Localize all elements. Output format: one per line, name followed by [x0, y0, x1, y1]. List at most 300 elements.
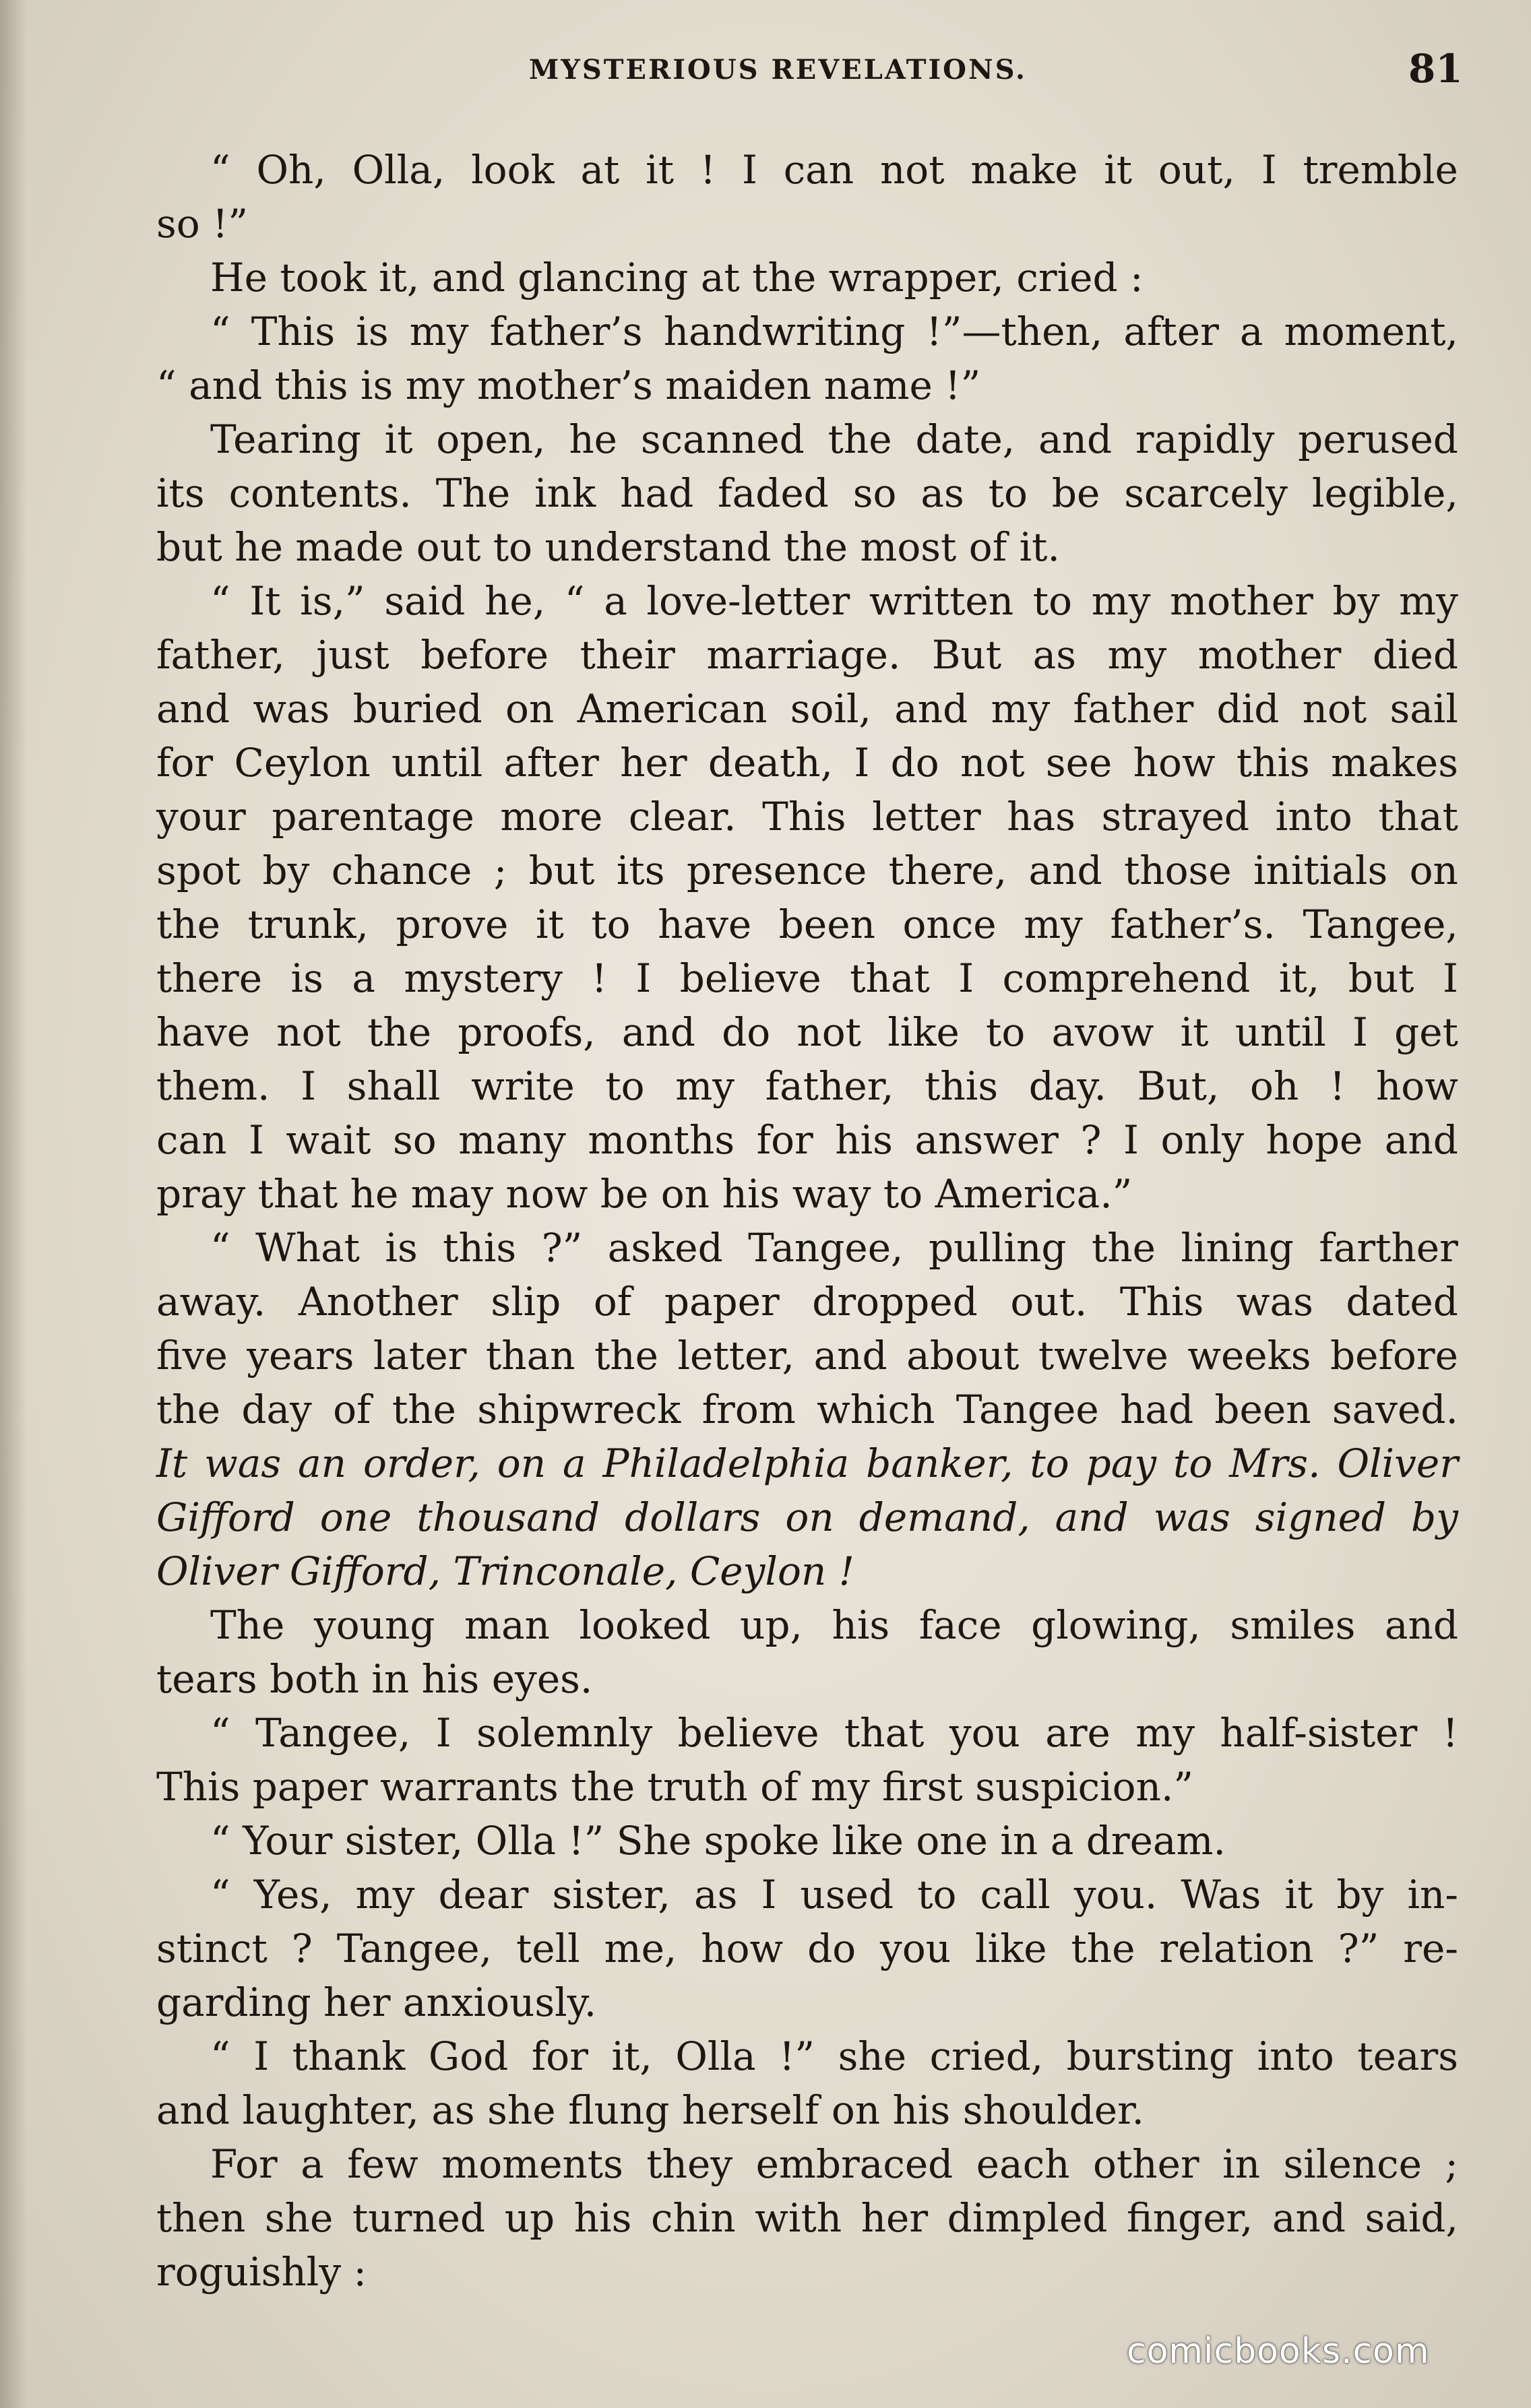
word: contents.: [228, 470, 412, 516]
italic-word: dollars: [625, 1494, 761, 1540]
word: for: [531, 2033, 588, 2079]
word: and: [1038, 416, 1113, 462]
word: thank: [292, 2033, 406, 2079]
word: hope: [1266, 1117, 1363, 1163]
word: his: [573, 2195, 632, 2241]
word: half-sister: [1220, 1710, 1418, 1756]
word: make: [970, 147, 1078, 193]
text-line: [156, 1436, 1458, 1490]
word: The: [435, 470, 511, 516]
word: their: [580, 632, 675, 678]
word: other: [1093, 2141, 1199, 2187]
word: I: [435, 1710, 451, 1756]
word: dropped: [812, 1279, 978, 1325]
word: to: [986, 1009, 1026, 1055]
word: for: [756, 1117, 813, 1163]
word: my: [1091, 578, 1151, 624]
word: at: [580, 147, 620, 193]
word: that: [850, 955, 930, 1001]
word: “: [210, 147, 230, 193]
page-edge-shadow: [0, 0, 27, 2408]
word: answer: [914, 1117, 1059, 1163]
word: asked: [607, 1225, 723, 1271]
italic-word: pay: [1086, 1440, 1157, 1486]
text-line: [210, 1706, 1458, 1760]
word: and: [1272, 2195, 1346, 2241]
text-line: pray that he may now be on his way to America.”: [156, 1171, 1133, 1217]
word: scanned: [640, 416, 805, 462]
text-line: roguishly :: [156, 2249, 367, 2295]
word: as: [694, 1872, 738, 1918]
italic-word: Philadelphia: [602, 1440, 850, 1486]
word: perused: [1298, 416, 1458, 462]
word: shall: [346, 1063, 441, 1109]
word: a: [1239, 309, 1263, 354]
word: chin: [650, 2195, 736, 2241]
word: away.: [156, 1279, 266, 1325]
word: I: [1261, 147, 1277, 193]
word: ;: [493, 848, 507, 893]
italic-word: thousand: [416, 1494, 600, 1540]
word: she: [838, 2033, 907, 2079]
word: five: [156, 1333, 228, 1379]
text-line: [156, 1059, 1458, 1113]
text-line: but he made out to understand the most of it.: [156, 524, 1060, 570]
word: been: [778, 901, 875, 947]
text-line: [156, 682, 1458, 736]
word: so: [852, 470, 897, 516]
word: the: [1071, 1926, 1135, 1971]
word: not: [960, 740, 1025, 786]
word: the: [827, 416, 892, 462]
text-line: [156, 951, 1458, 1005]
word: I: [741, 147, 757, 193]
italic-word: Mrs.: [1229, 1440, 1321, 1486]
word: Was: [1181, 1872, 1261, 1918]
word: Oh,: [256, 147, 326, 193]
word: stinct: [156, 1926, 268, 1971]
word: been: [1214, 1387, 1311, 1432]
word: do: [807, 1926, 856, 1971]
word: her: [861, 2195, 929, 2241]
word: months: [588, 1117, 735, 1163]
word: by: [1336, 1872, 1384, 1918]
word: marriage.: [706, 632, 901, 678]
word: “: [210, 1225, 230, 1271]
word: by: [1332, 578, 1380, 624]
word: call: [980, 1872, 1051, 1918]
italic-word: and: [1055, 1494, 1129, 1540]
word: this: [1236, 740, 1310, 786]
word: a: [301, 2141, 324, 2187]
word: said,: [1365, 2195, 1458, 2241]
word: your: [156, 794, 246, 839]
word: each: [976, 2141, 1070, 2187]
word: until: [1235, 1009, 1326, 1055]
italic-word: one: [319, 1494, 392, 1540]
word: more: [500, 794, 603, 839]
word: my: [991, 686, 1051, 732]
word: how: [1375, 1063, 1458, 1109]
word: “: [210, 1710, 230, 1756]
word: moments: [441, 2141, 623, 2187]
text-line: [156, 1113, 1458, 1167]
text-line: [156, 628, 1458, 682]
word: parentage: [272, 794, 474, 839]
word: but: [1348, 955, 1414, 1001]
word: and: [156, 686, 230, 732]
word: my: [355, 1872, 415, 1918]
word: Tangee,: [255, 1710, 411, 1756]
italic-word: an: [298, 1440, 347, 1486]
word: God: [428, 2033, 509, 2079]
word: the: [156, 1387, 220, 1432]
text-line: [156, 466, 1458, 520]
word: the: [594, 1333, 658, 1379]
word: handwriting: [663, 309, 906, 354]
italic-word: on: [497, 1440, 546, 1486]
text-line: [156, 736, 1458, 790]
word: father: [1073, 686, 1194, 732]
word: I: [854, 740, 870, 786]
word: this: [443, 1225, 517, 1271]
word: makes: [1331, 740, 1458, 786]
word: mystery: [404, 955, 563, 1001]
word: oh: [1250, 1063, 1299, 1109]
word: they: [646, 2141, 733, 2187]
word: after: [503, 740, 599, 786]
word: weeks: [1187, 1333, 1311, 1379]
word: can: [783, 147, 854, 193]
word: the: [367, 1009, 432, 1055]
word: of: [333, 1387, 371, 1432]
word: legible,: [1311, 470, 1458, 516]
word: my: [1399, 578, 1458, 624]
word: for: [156, 740, 214, 786]
word: but: [528, 848, 595, 893]
word: re-: [1403, 1926, 1458, 1971]
word: write: [471, 1063, 575, 1109]
word: do: [890, 740, 939, 786]
word: do: [722, 1009, 771, 1055]
text-line: tears both in his eyes.: [156, 1656, 593, 1702]
text-line: [210, 143, 1458, 197]
italic-word: to: [1173, 1440, 1213, 1486]
text-line: [156, 1383, 1458, 1436]
word: !”—then,: [926, 309, 1103, 354]
word: and: [1028, 848, 1102, 893]
word: father,: [156, 632, 285, 678]
word: mother: [1197, 632, 1342, 678]
word: wait: [286, 1117, 371, 1163]
word: is: [290, 955, 323, 1001]
word: !: [1329, 1063, 1346, 1109]
italic-word: Oliver: [1337, 1440, 1458, 1486]
word: trunk,: [247, 901, 369, 947]
word: only: [1160, 1117, 1245, 1163]
word: so: [392, 1117, 437, 1163]
word: not: [879, 147, 945, 193]
word: he: [569, 416, 617, 462]
italic-word: on: [785, 1494, 834, 1540]
word: a: [352, 955, 375, 1001]
word: dated: [1346, 1279, 1458, 1325]
word: father’s: [489, 309, 643, 354]
word: it,: [611, 2033, 652, 2079]
word: on: [505, 686, 555, 732]
italic-word: a: [563, 1440, 586, 1486]
word: a: [604, 578, 627, 624]
word: had: [620, 470, 694, 516]
word: For: [210, 2141, 278, 2187]
text-line: [210, 1868, 1458, 1922]
word: But: [931, 632, 1002, 678]
word: I: [1123, 1117, 1139, 1163]
word: Tangee,: [748, 1225, 904, 1271]
word: Ceylon: [234, 740, 371, 786]
word: later: [373, 1333, 467, 1379]
word: how: [701, 1926, 784, 1971]
word: said: [384, 578, 466, 624]
word: This: [1119, 1279, 1204, 1325]
word: once: [902, 901, 997, 947]
word: !”: [779, 2033, 815, 2079]
word: tears: [1357, 2033, 1458, 2079]
word: farther: [1319, 1225, 1458, 1271]
word: avow: [1051, 1009, 1154, 1055]
word: finger,: [1127, 2195, 1253, 2241]
word: into: [1257, 2033, 1334, 2079]
word: to: [917, 1872, 957, 1918]
word: before: [420, 632, 549, 678]
word: on: [1409, 848, 1458, 893]
word: spot: [156, 848, 241, 893]
word: out,: [1158, 147, 1235, 193]
word: comprehend: [1002, 955, 1251, 1001]
word: and: [813, 1333, 887, 1379]
word: not: [1302, 686, 1367, 732]
text-line: [156, 1922, 1458, 1975]
word: his: [835, 1117, 893, 1163]
text-line: [156, 1490, 1458, 1544]
word: until: [392, 740, 483, 786]
word: not: [276, 1009, 341, 1055]
word: I: [248, 1117, 264, 1163]
word: them.: [156, 1063, 270, 1109]
word: initials: [1253, 848, 1388, 893]
text-line: “ Your sister, Olla !” She spoke like one in a dream.: [210, 1818, 1226, 1864]
word: paper: [664, 1279, 780, 1325]
word: “: [210, 578, 230, 624]
word: faded: [718, 470, 829, 516]
word: her: [620, 740, 687, 786]
word: to: [1032, 578, 1073, 624]
word: love-letter: [646, 578, 850, 624]
word: open,: [436, 416, 546, 462]
word: cried,: [929, 2033, 1044, 2079]
text-line: [210, 1221, 1458, 1275]
body-text: [156, 143, 1458, 2306]
word: Yes,: [253, 1872, 332, 1918]
word: mother: [1170, 578, 1313, 624]
text-line: [156, 897, 1458, 951]
word: lining: [1181, 1225, 1294, 1271]
word: my: [1107, 632, 1167, 678]
word: many: [458, 1117, 566, 1163]
page-number: 81: [1408, 46, 1463, 92]
word: Tearing: [210, 416, 361, 462]
word: twelve: [1038, 1333, 1168, 1379]
word: up: [504, 2195, 555, 2241]
word: presence: [686, 848, 867, 893]
word: turned: [352, 2195, 486, 2241]
word: have: [156, 1009, 251, 1055]
word: how: [1133, 740, 1216, 786]
word: are: [1045, 1710, 1111, 1756]
text-line: [210, 1598, 1458, 1652]
word: years: [247, 1333, 354, 1379]
word: it,: [1278, 955, 1320, 1001]
word: ?”: [541, 1225, 583, 1271]
text-line: garding her anxiously.: [156, 1979, 597, 2025]
word: pulling: [928, 1225, 1067, 1271]
running-head: MYSTERIOUS REVELATIONS.: [529, 54, 1027, 86]
watermark: comicbooks.com: [1127, 2331, 1430, 2372]
word: letter,: [677, 1333, 795, 1379]
word: in-: [1407, 1872, 1458, 1918]
word: This: [762, 794, 846, 839]
text-line: [210, 2029, 1458, 2083]
text-line: [156, 1275, 1458, 1329]
word: about: [906, 1333, 1020, 1379]
word: me,: [604, 1926, 677, 1971]
word: ?: [1080, 1117, 1102, 1163]
word: slip: [491, 1279, 561, 1325]
word: scarcely: [1124, 470, 1288, 516]
word: clear.: [628, 794, 737, 839]
word: silence: [1283, 2141, 1422, 2187]
word: rapidly: [1135, 416, 1275, 462]
italic-word: It: [156, 1440, 188, 1486]
word: did: [1216, 686, 1280, 732]
word: I: [253, 2033, 270, 2079]
italic-word: to: [1030, 1440, 1069, 1486]
word: to: [591, 901, 631, 947]
word: I: [958, 955, 974, 1001]
word: soil,: [790, 686, 871, 732]
text-line: [156, 1329, 1458, 1383]
word: I: [635, 955, 652, 1001]
word: ?: [291, 1926, 313, 1971]
text-line: “ and this is my mother’s maiden name !”: [156, 362, 981, 408]
word: believe: [679, 955, 821, 1001]
word: ;: [1445, 2141, 1458, 2187]
word: father,: [765, 1063, 894, 1109]
word: my: [1135, 1710, 1195, 1756]
word: in: [1222, 2141, 1261, 2187]
word: dear: [438, 1872, 529, 1918]
word: ?”: [1338, 1926, 1379, 1971]
word: the: [156, 901, 220, 947]
word: is: [385, 1225, 418, 1271]
italic-word: Gifford: [156, 1494, 295, 1540]
word: !: [699, 147, 716, 193]
word: before: [1330, 1333, 1458, 1379]
text-line: He took it, and glancing at the wrapper, cried :: [210, 255, 1144, 300]
italic-word: by: [1411, 1494, 1458, 1540]
word: proofs,: [458, 1009, 596, 1055]
italic-word: demand,: [858, 1494, 1030, 1540]
word: looked: [579, 1602, 711, 1648]
word: moment,: [1284, 309, 1458, 354]
word: it: [1104, 147, 1133, 193]
word: he,: [485, 578, 546, 624]
word: out.: [1010, 1279, 1088, 1325]
word: American: [577, 686, 768, 732]
word: buried: [352, 686, 482, 732]
word: be: [1051, 470, 1100, 516]
word: has: [1007, 794, 1075, 839]
word: its: [156, 470, 205, 516]
word: there,: [888, 848, 1007, 893]
text-line: [210, 412, 1458, 466]
word: by: [262, 848, 310, 893]
word: Olla,: [352, 147, 445, 193]
word: chance: [331, 848, 472, 893]
word: bursting: [1066, 2033, 1235, 2079]
word: The: [210, 1602, 285, 1648]
text-line: [210, 2137, 1458, 2191]
text-line: [156, 844, 1458, 897]
text-line: This paper warrants the truth of my first suspicion.”: [156, 1764, 1194, 1810]
text-line: and laughter, as she flung herself on his shoulder.: [156, 2087, 1144, 2133]
word: tell: [515, 1926, 580, 1971]
word: like: [887, 1009, 960, 1055]
word: died: [1372, 632, 1458, 678]
word: with: [755, 2195, 842, 2241]
word: this: [925, 1063, 999, 1109]
text-line: [156, 2191, 1458, 2245]
word: had: [1120, 1387, 1194, 1432]
word: “: [210, 309, 230, 354]
word: you: [880, 1926, 951, 1971]
text-line: [156, 1544, 854, 1598]
text-line: [156, 1005, 1458, 1059]
text-line: [156, 790, 1458, 844]
word: its: [616, 848, 665, 893]
italic-word: order,: [363, 1440, 480, 1486]
word: I: [1442, 955, 1458, 1001]
word: into: [1275, 794, 1352, 839]
word: tremble: [1303, 147, 1458, 193]
word: my: [1024, 901, 1083, 947]
word: smiles: [1230, 1602, 1356, 1648]
word: I: [761, 1872, 777, 1918]
word: and: [894, 686, 968, 732]
word: I: [301, 1063, 316, 1109]
word: few: [347, 2141, 418, 2187]
word: it: [1284, 1872, 1313, 1918]
word: day.: [1028, 1063, 1106, 1109]
word: those: [1123, 848, 1232, 893]
word: which: [817, 1387, 935, 1432]
italic-word: banker,: [866, 1440, 1013, 1486]
word: it: [384, 416, 413, 462]
word: his: [832, 1602, 890, 1648]
word: shipwreck: [477, 1387, 681, 1432]
word: sister,: [552, 1872, 670, 1918]
word: my: [675, 1063, 735, 1109]
